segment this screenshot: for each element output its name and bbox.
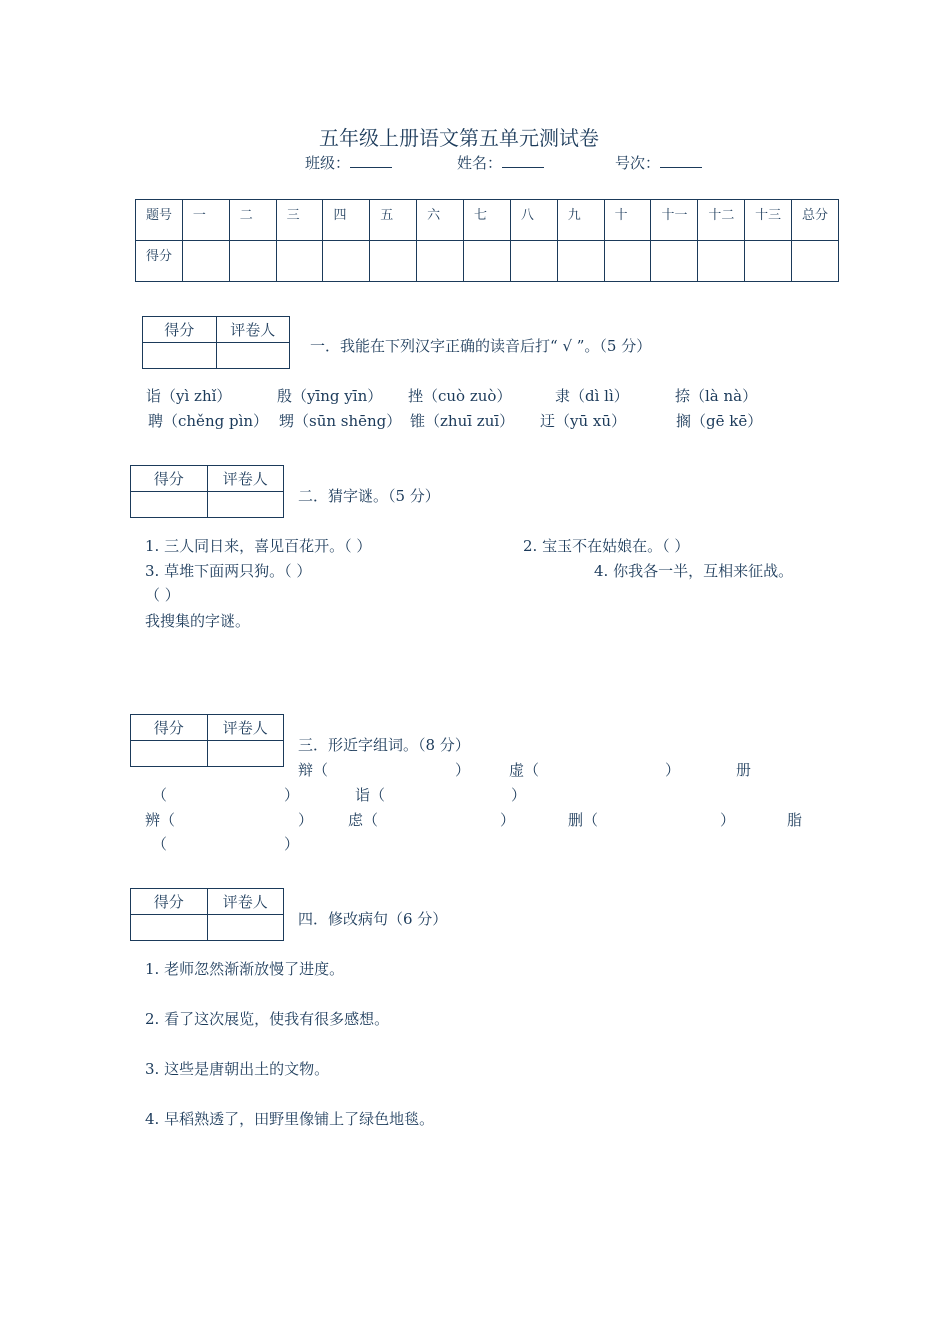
grader-blank[interactable] xyxy=(207,915,284,941)
grader-blank[interactable] xyxy=(207,492,284,518)
score-label: 得分 xyxy=(131,715,208,741)
score-cell[interactable] xyxy=(745,241,792,282)
pinyin-item[interactable]: 搁（gē kē） xyxy=(676,412,763,430)
score-table-header-row xyxy=(136,200,839,241)
score-cell[interactable] xyxy=(229,241,276,282)
riddle-4[interactable]: 4. 你我各一半，互相来征战。 xyxy=(594,562,794,580)
word-item: 册 xyxy=(736,761,752,779)
word-item: 诣（ xyxy=(355,786,386,804)
word-item: ） xyxy=(511,786,527,804)
sentence-2: 2. 看了这次展览，使我有很多感想。 xyxy=(145,1010,390,1028)
grader-label: 评卷人 xyxy=(216,317,290,343)
word-item: ） xyxy=(284,835,300,853)
grader-label: 评卷人 xyxy=(207,889,284,915)
number-blank[interactable] xyxy=(660,153,702,168)
word-item: 虑（ xyxy=(348,811,379,829)
header-cell: 十三 xyxy=(745,200,792,241)
header-cell: 十 xyxy=(604,200,651,241)
score-label: 得分 xyxy=(131,889,208,915)
word-item: ） xyxy=(720,811,736,829)
score-cell[interactable] xyxy=(323,241,370,282)
pinyin-item[interactable]: 诣（yì zhǐ） xyxy=(146,387,232,405)
header-cell: 九 xyxy=(557,200,604,241)
pinyin-item[interactable]: 迂（yū xū） xyxy=(540,412,627,430)
header-cell: 总分 xyxy=(792,200,839,241)
word-item: ） xyxy=(500,811,516,829)
word-item: 辨（ xyxy=(145,811,176,829)
grader-label: 评卷人 xyxy=(207,466,284,492)
page-title: 五年级上册语文第五单元测试卷 xyxy=(319,126,599,150)
name-field xyxy=(457,152,544,173)
score-label: 得分 xyxy=(143,317,217,343)
score-cell[interactable] xyxy=(792,241,839,282)
header-cell: 二 xyxy=(229,200,276,241)
word-item: （ xyxy=(152,786,168,804)
number-field xyxy=(615,152,702,173)
pinyin-item[interactable]: 隶（dì lì） xyxy=(555,387,629,405)
pinyin-item[interactable]: 挫（cuò zuò） xyxy=(408,387,512,405)
score-cell[interactable] xyxy=(464,241,511,282)
sentence-1: 1. 老师忽然渐渐放慢了进度。 xyxy=(145,960,345,978)
header-cell: 十一 xyxy=(651,200,698,241)
class-field xyxy=(305,152,392,173)
grader-box-4 xyxy=(130,888,284,941)
score-cell[interactable] xyxy=(417,241,464,282)
score-cell[interactable] xyxy=(370,241,417,282)
word-item: 删（ xyxy=(568,811,599,829)
sentence-3: 3. 这些是唐朝出土的文物。 xyxy=(145,1060,330,1078)
word-item: ） xyxy=(284,786,300,804)
section2-heading: 二．猜字谜。（5 分） xyxy=(298,487,440,505)
pinyin-item[interactable]: 聘（chěng pìn） xyxy=(148,412,269,430)
score-blank[interactable] xyxy=(131,741,208,767)
name-blank[interactable] xyxy=(502,153,544,168)
collected-riddles-label: 我搜集的字谜。 xyxy=(145,612,251,630)
score-cell[interactable] xyxy=(651,241,698,282)
grader-blank[interactable] xyxy=(207,741,284,767)
word-item: ） xyxy=(455,761,471,779)
header-cell: 题号 xyxy=(136,200,183,241)
header-cell: 六 xyxy=(417,200,464,241)
header-cell: 四 xyxy=(323,200,370,241)
name-label: 姓名： xyxy=(457,154,503,172)
score-blank[interactable] xyxy=(131,915,208,941)
grader-blank[interactable] xyxy=(216,343,290,369)
header-cell: 十二 xyxy=(698,200,745,241)
score-cell[interactable] xyxy=(557,241,604,282)
score-label: 得分 xyxy=(131,466,208,492)
word-item: （ xyxy=(152,835,168,853)
riddle-2[interactable]: 2. 宝玉不在姑娘在。（ ） xyxy=(523,537,690,555)
grader-box-2 xyxy=(130,465,284,518)
score-table xyxy=(135,199,839,282)
grader-box-3 xyxy=(130,714,284,767)
header-cell: 三 xyxy=(276,200,323,241)
riddle-1[interactable]: 1. 三人同日来，喜见百花开。（ ） xyxy=(145,537,372,555)
score-blank[interactable] xyxy=(143,343,217,369)
header-cell: 一 xyxy=(182,200,229,241)
pinyin-item[interactable]: 甥（sūn shēng） xyxy=(279,412,402,430)
score-cell[interactable] xyxy=(510,241,557,282)
number-label: 号次： xyxy=(615,154,661,172)
header-cell: 七 xyxy=(464,200,511,241)
section3-heading: 三．形近字组词。（8 分） xyxy=(298,736,470,754)
sentence-4: 4. 早稻熟透了，田野里像铺上了绿色地毯。 xyxy=(145,1110,435,1128)
pinyin-item[interactable]: 捺（là nà） xyxy=(675,387,758,405)
pinyin-item[interactable]: 殷（yīng yīn） xyxy=(277,387,383,405)
riddle-3[interactable]: 3. 草堆下面两只狗。（ ） xyxy=(145,562,312,580)
word-item: 虚（ xyxy=(509,761,540,779)
word-item: 脂 xyxy=(787,811,803,829)
class-blank[interactable] xyxy=(350,153,392,168)
word-item: ） xyxy=(665,761,681,779)
riddle-4-answer[interactable]: （ ） xyxy=(145,586,180,604)
header-cell: 八 xyxy=(510,200,557,241)
section4-heading: 四．修改病句（6 分） xyxy=(298,910,448,928)
score-cell[interactable] xyxy=(698,241,745,282)
header-cell: 五 xyxy=(370,200,417,241)
word-item: ） xyxy=(298,811,314,829)
pinyin-item[interactable]: 锥（zhuī zuī） xyxy=(410,412,515,430)
score-table-score-row xyxy=(136,241,839,282)
class-label: 班级： xyxy=(305,154,351,172)
score-cell[interactable] xyxy=(276,241,323,282)
score-row-label: 得分 xyxy=(136,241,183,282)
section1-heading: 一．我能在下列汉字正确的读音后打“ √ ”。（5 分） xyxy=(310,337,652,355)
score-cell[interactable] xyxy=(182,241,229,282)
grader-label: 评卷人 xyxy=(207,715,284,741)
score-blank[interactable] xyxy=(131,492,208,518)
word-item: 辩（ xyxy=(298,761,329,779)
score-cell[interactable] xyxy=(604,241,651,282)
grader-box-1 xyxy=(142,316,290,369)
